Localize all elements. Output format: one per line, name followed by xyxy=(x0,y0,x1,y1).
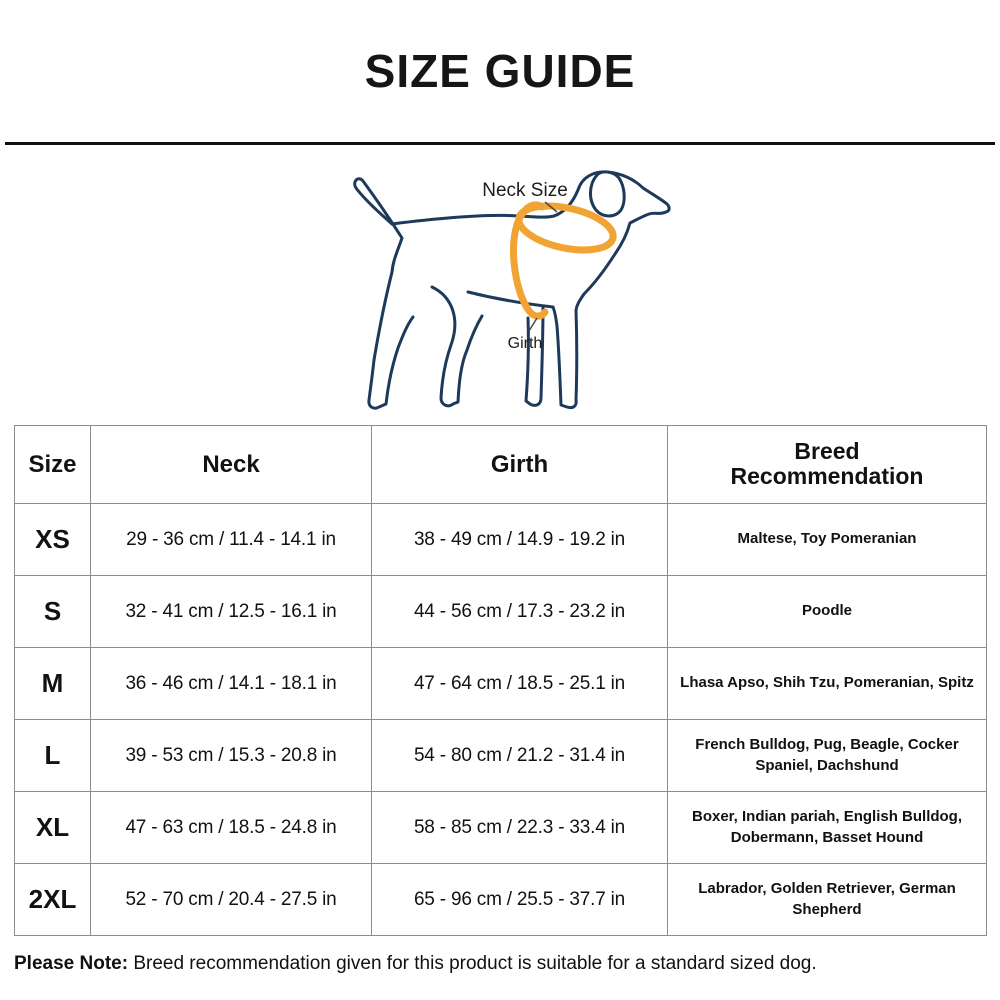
note-label: Please Note: xyxy=(14,953,129,974)
size-cell: S xyxy=(15,576,91,648)
girth-cell: 58 - 85 cm / 22.3 - 33.4 in xyxy=(372,792,668,864)
dog-outline-icon xyxy=(355,172,669,408)
dog-measurement-diagram xyxy=(330,160,710,430)
size-table xyxy=(14,425,987,936)
breed-cell: Labrador, Golden Retriever, German Shepherd xyxy=(668,864,987,936)
col-header-girth: Girth xyxy=(372,426,668,504)
size-cell: XS xyxy=(15,504,91,576)
size-cell: M xyxy=(15,648,91,720)
table-row xyxy=(15,864,987,936)
table-row xyxy=(15,648,987,720)
page-title: SIZE GUIDE xyxy=(364,45,636,97)
note xyxy=(14,953,817,975)
neck-size-label: Neck Size xyxy=(482,180,568,201)
girth-cell: 54 - 80 cm / 21.2 - 31.4 in xyxy=(372,720,668,792)
size-cell: XL xyxy=(15,792,91,864)
breed-cell: Maltese, Toy Pomeranian xyxy=(668,504,987,576)
girth-pointer-line xyxy=(529,318,537,331)
breed-cell: Lhasa Apso, Shih Tzu, Pomeranian, Spitz xyxy=(668,648,987,720)
table-row xyxy=(15,576,987,648)
col-header-size: Size xyxy=(15,426,91,504)
girth-cell: 38 - 49 cm / 14.9 - 19.2 in xyxy=(372,504,668,576)
table-row xyxy=(15,504,987,576)
table-row xyxy=(15,720,987,792)
girth-band-icon xyxy=(513,205,545,316)
neck-cell: 52 - 70 cm / 20.4 - 27.5 in xyxy=(91,864,372,936)
neck-cell: 29 - 36 cm / 11.4 - 14.1 in xyxy=(91,504,372,576)
girth-cell: 44 - 56 cm / 17.3 - 23.2 in xyxy=(372,576,668,648)
neck-cell: 47 - 63 cm / 18.5 - 24.8 in xyxy=(91,792,372,864)
table-header-row xyxy=(15,426,987,504)
col-header-neck: Neck xyxy=(91,426,372,504)
table-row xyxy=(15,792,987,864)
neck-cell: 32 - 41 cm / 12.5 - 16.1 in xyxy=(91,576,372,648)
neck-cell: 36 - 46 cm / 14.1 - 18.1 in xyxy=(91,648,372,720)
girth-cell: 47 - 64 cm / 18.5 - 25.1 in xyxy=(372,648,668,720)
breed-cell: Poodle xyxy=(668,576,987,648)
col-header-breed: Breed Recommendation xyxy=(668,426,987,504)
breed-cell: Boxer, Indian pariah, English Bulldog, Dobermann, Basset Hound xyxy=(668,792,987,864)
neck-cell: 39 - 53 cm / 15.3 - 20.8 in xyxy=(91,720,372,792)
title-divider xyxy=(5,142,995,145)
size-cell: 2XL xyxy=(15,864,91,936)
girth-label: Girth xyxy=(507,335,543,352)
girth-cell: 65 - 96 cm / 25.5 - 37.7 in xyxy=(372,864,668,936)
note-text: Breed recommendation given for this product is suitable for a standard sized dog. xyxy=(128,953,817,974)
size-cell: L xyxy=(15,720,91,792)
breed-cell: French Bulldog, Pug, Beagle, Cocker Spaniel, Dachshund xyxy=(668,720,987,792)
